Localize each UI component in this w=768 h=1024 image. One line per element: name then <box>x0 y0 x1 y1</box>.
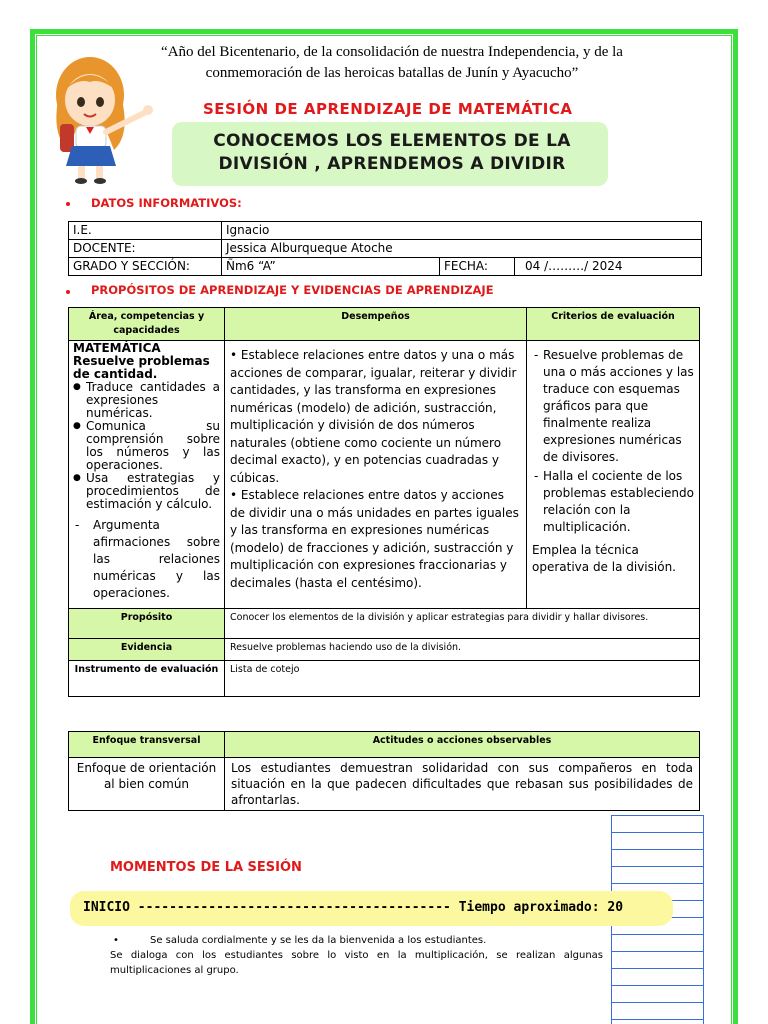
bullet-icon <box>66 202 70 206</box>
capacidades-list <box>73 381 220 602</box>
inicio-label: INICIO <box>83 900 130 915</box>
criterios-list <box>532 347 694 536</box>
col-header-enfoque: Enfoque transversal <box>69 732 225 758</box>
desempeno-1: • Establece relaciones entre datos y una o más acciones de comparar, igualar, reiterar y dividir cantidades, y las transforma en expresiones numéricas (modelo) de adición, sustracción, multiplicación y división de dos números naturales (obtiene como cociente un número decimal exacto), y en potencias cuadradas y cúbicas. <box>230 348 517 485</box>
list-item: ● Comunica su comprensión sobre los números y las operaciones. <box>73 420 220 472</box>
list-item: ● Usa estrategias y procedimientos de estimación y cálculo. <box>73 472 220 511</box>
grado-label: GRADO Y SECCIÓN: <box>69 258 222 276</box>
propositos-table <box>68 307 700 697</box>
list-item: - Resuelve problemas de una o más acciones y las traduce con esquemas gráficos para que finalmente realiza expresiones numéricas de divisores. <box>532 347 694 466</box>
tiempo-aproximado: Tiempo aproximado: 20 <box>458 900 624 915</box>
propositos-heading: PROPÓSITOS DE APRENDIZAJE Y EVIDENCIAS DE APRENDIZAJE <box>91 283 494 297</box>
enfoque-table <box>68 731 700 811</box>
criterios-cell <box>527 341 700 609</box>
ie-label: I.E. <box>69 222 222 240</box>
inicio-dashes: ---------------------------------------- <box>137 900 451 915</box>
evidencia-label: Evidencia <box>69 639 225 661</box>
enfoque-actitud: Los estudiantes demuestran solidaridad con sus compañeros en toda situación en la que padecen dificultades que rebasan sus posibilidades de afrontarlas. <box>225 758 700 811</box>
instrumento-label: Instrumento de evaluación <box>69 661 225 697</box>
grado-value: Ñm6 “A” <box>222 258 440 276</box>
competencia: Resuelve problemas de cantidad. <box>73 354 210 381</box>
fecha-value: 04 /………/ 2024 <box>515 258 702 276</box>
area-name: MATEMÁTICA <box>73 341 161 355</box>
col-header-actitudes: Actitudes o acciones observables <box>225 732 700 758</box>
instrumento-value: Lista de cotejo <box>225 661 700 697</box>
criterio-extra: Emplea la técnica operativa de la división. <box>532 543 676 574</box>
desempenos-cell <box>225 341 527 609</box>
col-header-criterios: Criterios de evaluación <box>527 308 700 341</box>
list-item: ● Traduce cantidades a expresiones numéricas. <box>73 381 220 420</box>
bullet-icon <box>66 290 70 294</box>
fecha-label: FECHA: <box>440 258 515 276</box>
lesson-title-line2: DIVISIÓN , APRENDEMOS A DIVIDIR <box>218 154 566 174</box>
docente-value: Jessica Alburqueque Atoche <box>222 240 702 258</box>
ie-value: Ignacio <box>222 222 702 240</box>
inicio-line <box>83 900 623 915</box>
lesson-title <box>182 130 602 176</box>
desempeno-2: • Establece relaciones entre datos y acciones de dividir una o más unidades en partes iguales y las transforma en expresiones numéricas (modelo) de fracciones y adición, sustracción y multiplicación con expresiones fraccionarias y decimales (hasta el centésimo). <box>230 488 519 590</box>
proposito-label: Propósito <box>69 609 225 639</box>
list-item: - Argumenta afirmaciones sobre las relaciones numéricas y las operaciones. <box>73 517 220 602</box>
motto-text: “Año del Bicentenario, de la consolidación de nuestra Independencia, y de la conmemoración de las heroicas batallas de Junín y Ayacucho” <box>161 44 623 81</box>
enfoque-name: Enfoque de orientación al bien común <box>69 758 225 811</box>
inicio-paragraph: Se dialoga con los estudiantes sobre lo visto en la multiplicación, se realizan algunas multiplicaciones al grupo. <box>110 950 603 976</box>
session-title: SESIÓN DE APRENDIZAJE DE MATEMÁTICA <box>203 100 573 118</box>
proposito-value: Conocer los elementos de la división y aplicar estrategias para dividir y hallar divisores. <box>225 609 700 639</box>
lesson-title-line1: CONOCEMOS LOS ELEMENTOS DE LA <box>213 131 571 151</box>
col-header-desempenos: Desempeños <box>225 308 527 341</box>
inicio-bullet-1: Se saluda cordialmente y se les da la bienvenida a los estudiantes. <box>150 935 487 946</box>
momentos-heading: MOMENTOS DE LA SESIÓN <box>110 860 302 875</box>
datos-table <box>68 221 702 276</box>
datos-heading: DATOS INFORMATIVOS: <box>91 196 242 210</box>
docente-label: DOCENTE: <box>69 240 222 258</box>
evidencia-value: Resuelve problemas haciendo uso de la división. <box>225 639 700 661</box>
col-header-area: Área, competencias y capacidades <box>69 308 225 341</box>
area-cell <box>69 341 225 609</box>
list-item: - Halla el cociente de los problemas estableciendo relación con la multiplicación. <box>532 468 694 536</box>
bullet-dot-icon: • <box>113 935 119 946</box>
